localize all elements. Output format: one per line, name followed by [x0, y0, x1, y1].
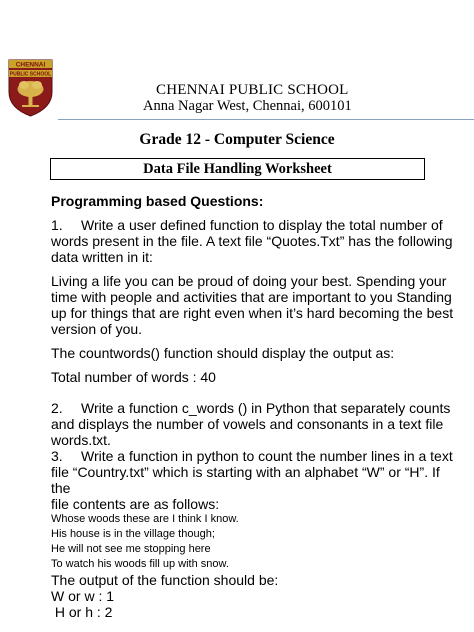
question-1-line-2: words present in the file. A text file “Quotes.Txt” has the following: [51, 233, 453, 249]
question-2-line-3: words.txt.: [51, 432, 111, 448]
school-logo: [7, 58, 54, 118]
grade-heading: Grade 12 - Computer Science: [139, 131, 335, 148]
section-heading: Programming based Questions:: [51, 193, 264, 209]
question-text: Write a user defined function to display the total number of: [81, 217, 443, 233]
quote-line: Living a life you can be proud of doing your best. Spending your: [51, 273, 447, 289]
output-intro-2: The output of the function should be:: [51, 572, 279, 588]
output-intro: The countwords() function should display the output as:: [51, 345, 395, 361]
question-3-line-1: [51, 448, 461, 464]
school-name: CHENNAI PUBLIC SCHOOL: [156, 82, 349, 98]
question-number: 1.: [51, 217, 63, 233]
poem-block: [51, 512, 461, 572]
school-address: Anna Nagar West, Chennai, 600101: [143, 98, 352, 114]
output-result: Total number of words : 40: [51, 369, 216, 385]
logo-top-text: CHENNAI: [15, 61, 46, 69]
output-line: W or w : 1: [51, 588, 115, 604]
question-2-line-1: [51, 400, 461, 416]
school-crest-icon: [7, 58, 54, 118]
question-1-line-3: data written in it:: [51, 249, 153, 265]
question-number: 2.: [51, 400, 63, 416]
quote-line: version of you.: [51, 321, 143, 337]
question-number: 3.: [51, 448, 63, 464]
question-2-line-2: and displays the number of vowels and consonants in a text file: [51, 416, 444, 432]
quote-line: time with people and activities that are important to you Standing: [51, 289, 452, 305]
question-text: Write a function in python to count the number lines in a text: [81, 448, 453, 464]
question-1-line-1: [51, 217, 461, 233]
question-text: Write a function c_words () in Python that separately counts: [81, 400, 451, 416]
poem-line: To watch his woods fill up with snow.: [51, 558, 229, 570]
question-3-line-2: file “Country.txt” which is starting with an alphabet “W” or “H”. If the: [51, 464, 440, 496]
poem-line: He will not see me stopping here: [51, 543, 211, 555]
question-3-line-3: file contents are as follows:: [51, 496, 220, 512]
worksheet-body: [51, 193, 461, 620]
worksheet-title: Data File Handling Worksheet: [50, 158, 425, 180]
logo-bottom-text: PUBLIC SCHOOL: [9, 71, 52, 78]
output-line: H or h : 2: [51, 604, 113, 620]
header-divider: [58, 119, 474, 120]
poem-line: His house is in the village though;: [51, 528, 215, 540]
quote-line: up for things that are right even when it’s hard becoming the best: [51, 305, 454, 321]
poem-line: Whose woods these are I think I know.: [51, 513, 239, 525]
